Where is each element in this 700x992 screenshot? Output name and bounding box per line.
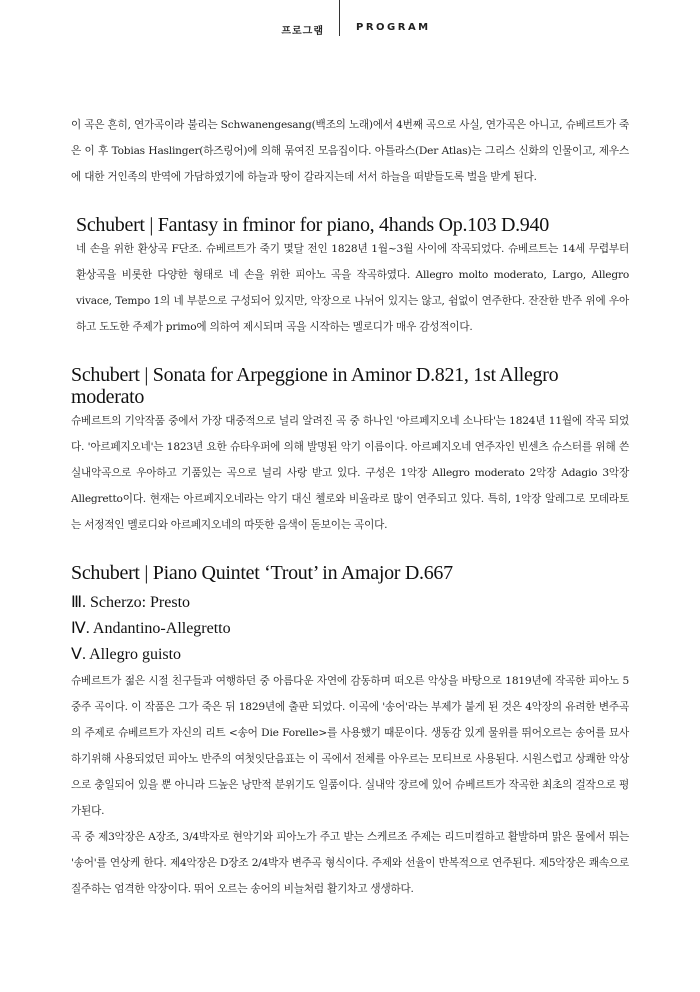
- header-divider: [339, 0, 340, 36]
- header-section-english: PROGRAM: [356, 22, 431, 33]
- piece-description-continued: 곡 중 제3악장은 A장조, 3/4박자로 현악기와 피아노가 주고 받는 스케르조 주제는 리드미컬하고 활발하며 맑은 물에서 뛰는 '송어'를 연상케 한다. 제4악장은 D장조 2/4박자 변주곡 형식이다. 주제와 선율이 반복적으로 연주된다. 제5악장은 쾌속으로 질주하는 엄격한 악장이다. 뛰어 오르는 송어의 비늘처럼 활기차고 생생하다.: [71, 831, 629, 895]
- movement-item: Ⅳ. Andantino-Allegretto: [71, 620, 231, 637]
- movement-item: Ⅲ. Scherzo: Presto: [71, 594, 191, 611]
- program-notes: [71, 112, 629, 902]
- piece-description: 슈베르트의 기악작품 중에서 가장 대중적으로 널리 알려진 곡 중 하나인 '아르페지오네 소나타'는 1824년 11월에 작곡 되었다. '아르페지오네'는 1823년 요한 슈타우퍼에 의해 발명된 악기 이름이다. 아르페지오네 연주자인 빈센츠 슈스터를 위해 쓴 실내악곡으로 우아하고 기품있는 곡으로 널리 사랑 받고 있다. 구성은 1악장 Allegro moderato 2악장 Adagio 3악장 Allegretto이다. 현재는 아르페지오네라는 악기 대신 첼로와 비올라로 많이 연주되고 있다. 특히, 1악장 알레그로 모데라토는 서정적인 멜로디와 아르페지오네의 따뜻한 음색이 돋보이는 곡이다.: [71, 415, 629, 531]
- piece-title: Schubert | Sonata for Arpeggione in Aminor D.821, 1st Allegro moderato: [71, 364, 559, 408]
- intro-paragraph: 이 곡은 흔히, 연가곡이라 불리는 Schwanengesang(백조의 노래)에서 4번째 곡으로 사실, 연가곡은 아니고, 슈베르트가 죽은 이 후 Tobias Haslinger(하즈링어)에 의해 묶여진 모음집이다. 아틀라스(Der Atlas)는 그리스 신화의 인물이고, 제우스에 대한 거인족의 반역에 가담하였기에 하늘과 땅이 갈라지는데 서서 하늘을 떠받들도록 벌을 받게 된다.: [71, 119, 629, 183]
- page-header: [0, 0, 700, 52]
- movement-item: Ⅴ. Allegro guisto: [71, 646, 182, 663]
- piece-description: 슈베르트가 젊은 시절 친구들과 여행하던 중 아름다운 자연에 감동하며 떠오른 악상을 바탕으로 1819년에 작곡한 피아노 5중주 곡이다. 이 작품은 그가 죽은 뒤 1829년에 출판 되었다. 이곡에 '송어'라는 부제가 붙게 된 것은 4악장의 유려한 변주곡의 주제로 슈베르트가 자신의 리트 <송어 Die Forelle>를 사용했기 때문이다. 생동감 있게 물위를 뛰어오르는 송어를 묘사하기위해 사용되었던 피아노 반주의 여첫잇단음표는 이 곡에서 전체를 아우르는 모티브로 사용된다. 시원스럽고 상쾌한 악상으로 충일되어 있을 뿐 아니라 드높은 낭만적 분위기도 일품이다. 실내악 장르에 있어 슈베르트가 작곡한 최초의 걸작으로 평가된다.: [71, 675, 629, 817]
- header-section-korean: 프로그램: [281, 26, 324, 37]
- piece-title: Schubert | Fantasy in fminor for piano, 4hands Op.103 D.940: [76, 214, 549, 236]
- piece-fantasy: [71, 214, 629, 340]
- piece-title: Schubert | Piano Quintet ‘Trout’ in Amajor D.667: [71, 562, 453, 584]
- piece-arpeggione-sonata: [71, 364, 629, 538]
- movement-list: [71, 590, 629, 668]
- piece-trout-quintet: [71, 562, 629, 902]
- piece-description: 네 손을 위한 환상곡 F단조. 슈베르트가 죽기 몇달 전인 1828년 1월~3월 사이에 작곡되었다. 슈베르트는 14세 무렵부터 환상곡을 비롯한 다양한 형태로 네 손을 위한 피아노 곡을 작곡하였다. Allegro molto moderato, Largo, Allegro vivace, Tempo 1의 네 부분으로 구성되어 있지만, 악장으로 나뉘어 있지는 않고, 쉼없이 연주한다. 잔잔한 반주 위에 우아하고 도도한 주제가 primo에 의하여 제시되며 곡을 시작하는 멜로디가 매우 감성적이다.: [76, 243, 629, 333]
